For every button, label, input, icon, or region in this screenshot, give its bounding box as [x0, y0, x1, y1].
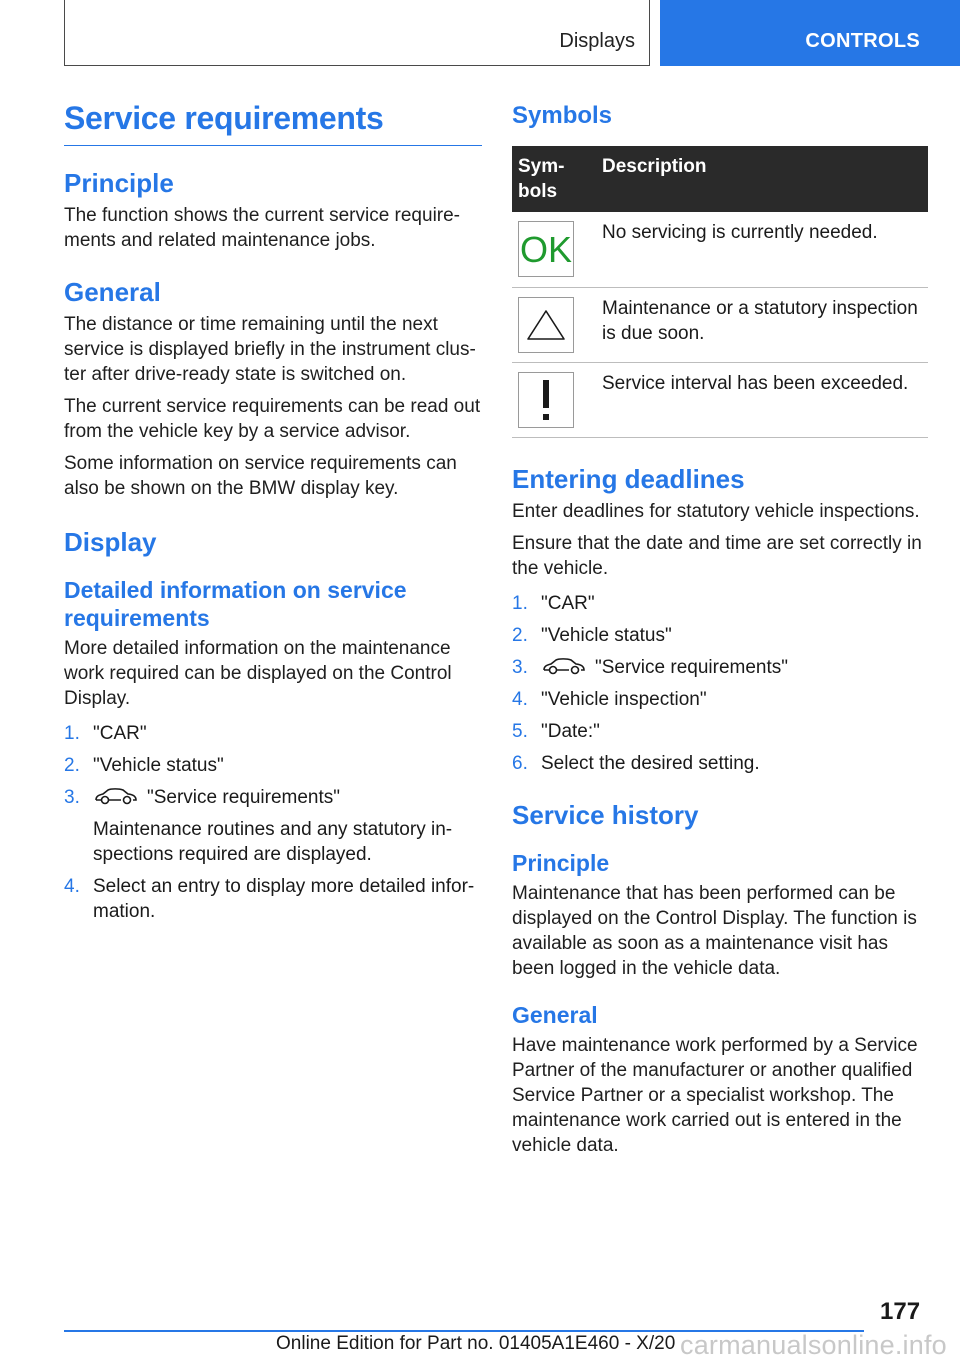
page-title: Service requirements — [64, 100, 482, 146]
display-intro: More detailed information on the maintenance work required can be displayed on the Control Display. — [64, 638, 452, 709]
list-item — [512, 623, 928, 648]
step-number: 3. — [512, 656, 528, 678]
principle-heading: Principle — [64, 168, 174, 198]
step-text: "Service requirements" — [147, 787, 341, 808]
step-text: "CAR" — [93, 723, 147, 744]
header-section-tab — [64, 0, 650, 66]
step-text: Select the desired setting. — [541, 752, 760, 774]
header-chapter-tab — [660, 0, 960, 66]
step-number: 2. — [64, 755, 80, 776]
step-number: 1. — [64, 723, 80, 744]
history-principle-text: Maintenance that has been performed can be displayed on the Control Display. The function is available as soon as a maintenance visit has been logged in the vehicle data. — [512, 882, 917, 979]
list-item — [512, 751, 928, 776]
step-text: "CAR" — [541, 592, 595, 614]
right-column — [512, 100, 928, 1165]
step-text: "Vehicle inspection" — [541, 688, 707, 710]
car-icon — [541, 656, 587, 676]
step-subtext: Maintenance routines and any statutory in-spections required are displayed. — [93, 819, 453, 865]
step-number: 6. — [512, 752, 528, 774]
list-item — [64, 721, 482, 746]
deadlines-paragraph-2: Ensure that the date and time are set correctly in the vehicle. — [512, 532, 922, 579]
step-number: 4. — [64, 876, 80, 897]
footer-edition: Online Edition for Part no. 01405A1E460 - X/20 — [276, 1333, 676, 1354]
history-heading: Service history — [512, 799, 699, 830]
table-header-row — [512, 146, 928, 212]
list-item — [64, 785, 482, 867]
header-chapter-label: CONTROLS — [805, 30, 920, 52]
step-text: "Date:" — [541, 720, 600, 742]
list-item — [512, 591, 928, 616]
step-text: "Vehicle status" — [93, 755, 224, 776]
table-cell-description: Maintenance or a statutory inspection is due soon. — [596, 287, 928, 362]
ok-glyph: OK — [520, 229, 572, 269]
table-row — [512, 362, 928, 437]
deadlines-paragraph-1: Enter deadlines for statutory vehicle inspections. — [512, 500, 920, 522]
history-general-text: Have maintenance work performed by a Service Partner of the manufacturer or another qualified Service Partner or a specialist workshop. The maintenance work carried out is entered in the vehicle data. — [512, 1034, 918, 1156]
table-header-description: Description — [596, 146, 928, 212]
display-steps-list — [64, 721, 482, 924]
list-item — [512, 655, 928, 680]
display-subheading: Detailed information on service requirements — [64, 577, 407, 631]
car-icon — [93, 786, 139, 806]
history-general-heading: General — [512, 1001, 598, 1028]
table-cell-description: Service interval has been exceeded. — [596, 362, 928, 437]
principle-text: The function shows the current service require- ments and related maintenance jobs. — [64, 205, 461, 251]
page-number: 177 — [880, 1298, 921, 1325]
ok-icon — [518, 221, 574, 277]
warning-triangle-icon — [518, 297, 574, 353]
step-text: "Service requirements" — [595, 656, 789, 678]
deadlines-steps-list — [512, 591, 928, 776]
symbols-heading: Symbols — [512, 102, 613, 129]
step-number: 3. — [64, 787, 80, 808]
watermark: carmanualsonline.info — [680, 1330, 947, 1360]
list-item — [512, 687, 928, 712]
step-text: "Vehicle status" — [541, 624, 672, 646]
symbols-table — [512, 146, 928, 438]
header-section-label: Displays — [559, 30, 635, 52]
table-header-symbols: Sym-bols — [512, 146, 596, 212]
general-paragraph-3: Some information on service requirements can also be shown on the BMW display key. — [64, 453, 457, 499]
deadlines-heading: Entering deadlines — [512, 463, 745, 494]
list-item — [64, 753, 482, 778]
step-number: 4. — [512, 688, 528, 710]
step-number: 5. — [512, 720, 528, 742]
general-paragraph-1: The distance or time remaining until the next service is displayed briefly in the instrument clus-ter after drive-ready state is switched on. — [64, 314, 476, 385]
display-heading: Display — [64, 527, 157, 557]
table-row — [512, 287, 928, 362]
list-item — [512, 719, 928, 744]
step-number: 1. — [512, 592, 528, 614]
general-heading: General — [64, 277, 161, 307]
table-row — [512, 212, 928, 287]
left-column — [64, 100, 482, 931]
general-paragraph-2: The current service requirements can be read out from the vehicle key by a service advisor. — [64, 396, 481, 442]
table-cell-description: No servicing is currently needed. — [596, 212, 928, 287]
step-text: Select an entry to display more detailed infor-mation. — [93, 876, 475, 922]
exclamation-icon — [518, 372, 574, 428]
history-principle-heading: Principle — [512, 849, 610, 876]
step-number: 2. — [512, 624, 528, 646]
list-item — [64, 874, 482, 924]
